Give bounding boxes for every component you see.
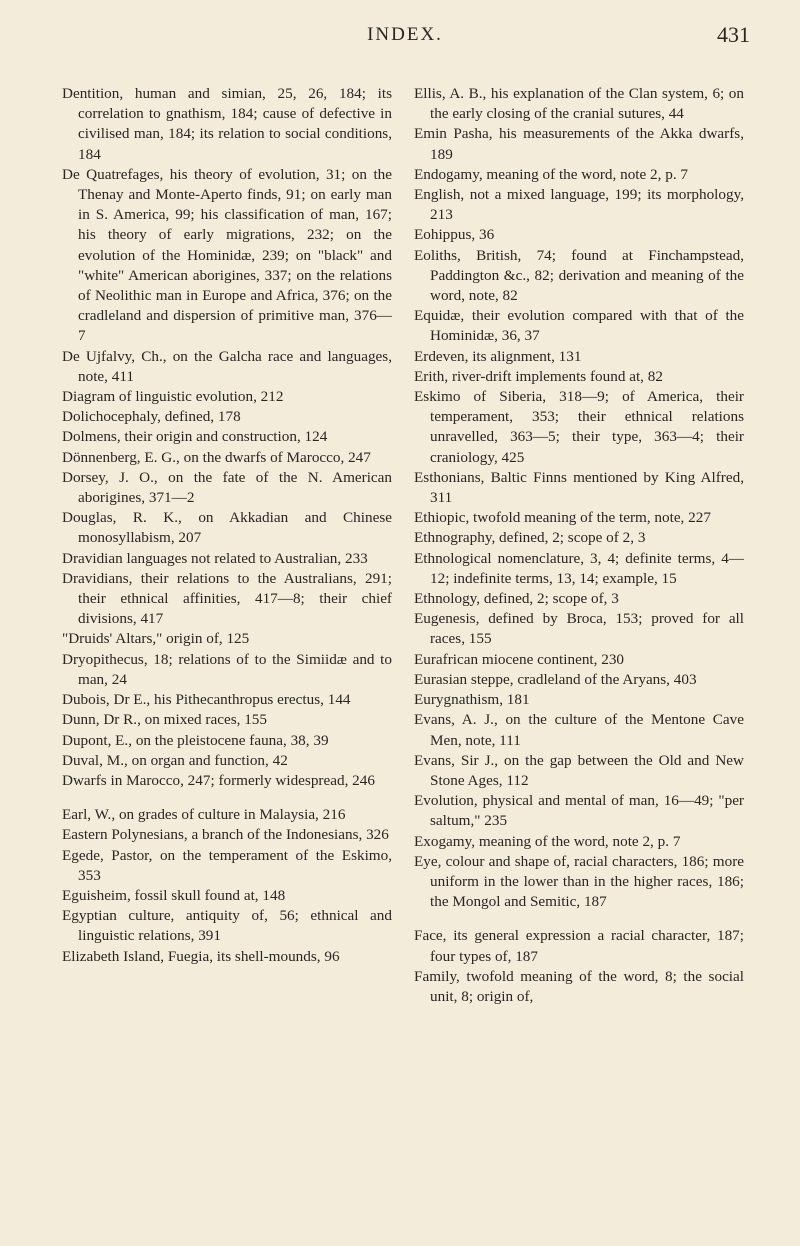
index-entry: Eye, colour and shape of, racial characters, 186; more uniform in the lower than in the higher races, 186; the Mongol and Semitic, 187: [414, 852, 744, 911]
index-entry: Dryopithecus, 18; relations of to the Simiidæ and to man, 24: [62, 650, 392, 688]
index-entry: Exogamy, meaning of the word, note 2, p. 7: [414, 832, 681, 850]
index-entry: Dönnenberg, E. G., on the dwarfs of Marocco, 247: [62, 448, 371, 466]
index-entry: Dolmens, their origin and construction, 124: [62, 428, 328, 446]
index-entry: Endogamy, meaning of the word, note 2, p. 7: [414, 165, 689, 183]
index-entry: Eoliths, British, 74; found at Finchampstead, Paddington &c., 82; derivation and meaning of the word, note, 82: [414, 246, 744, 305]
index-entry: Earl, W., on grades of culture in Malaysia, 216: [62, 806, 346, 824]
index-entry: Face, its general expression a racial character, 187; four types of, 187: [414, 927, 744, 965]
index-entry: Eurygnathism, 181: [414, 691, 530, 709]
index-entry: Eugenesis, defined by Broca, 153; proved for all races, 155: [414, 610, 744, 648]
index-entry: Dravidian languages not related to Australian, 233: [62, 549, 368, 567]
index-entry: De Quatrefages, his theory of evolution, 31; on the Thenay and Monte-Aperto finds, 91; on early man in S. America, 99; his classification of man, 167; his theory of early migrations, 232; on the evolution of the Hominidæ, 239; on "black" and "white" American aborigines, 337; on the relations of Neolithic man in Europe and Africa, 376; on the cradleland and dispersion of primitive man, 376—7: [62, 165, 392, 345]
index-entry: Dunn, Dr R., on mixed races, 155: [62, 711, 267, 729]
index-entry: Family, twofold meaning of the word, 8; the social unit, 8; origin of,: [414, 967, 744, 1005]
index-column-left: [62, 84, 392, 967]
index-entry: Dorsey, J. O., on the fate of the N. American aborigines, 371—2: [62, 468, 392, 507]
index-entry: Equidæ, their evolution compared with that of the Hominidæ, 36, 37: [414, 307, 744, 345]
index-entry: Ethnological nomenclature, 3, 4; definite terms, 4—12; indefinite terms, 13, 14; example, 15: [414, 549, 744, 587]
index-entry: Eguisheim, fossil skull found at, 148: [62, 886, 286, 904]
index-entry: Evans, Sir J., on the gap between the Old and New Stone Ages, 112: [414, 751, 744, 789]
index-entry: Dubois, Dr E., his Pithecanthropus erectus, 144: [62, 691, 351, 709]
running-head: [60, 24, 750, 54]
index-entry: Evolution, physical and mental of man, 16—49; "per saltum," 235: [414, 792, 744, 830]
index-entry: Ethnography, defined, 2; scope of 2, 3: [414, 529, 646, 547]
index-entry: Dupont, E., on the pleistocene fauna, 38, 39: [62, 731, 329, 749]
index-entry: Dolichocephaly, defined, 178: [62, 408, 241, 426]
index-column-right: [414, 84, 744, 1007]
index-entry: Evans, A. J., on the culture of the Mentone Cave Men, note, 111: [414, 711, 744, 749]
index-entry: Duval, M., on organ and function, 42: [62, 751, 288, 769]
index-entry: English, not a mixed language, 199; its morphology, 213: [414, 186, 744, 224]
index-entry: Eurafrican miocene continent, 230: [414, 650, 625, 668]
index-entry: Dwarfs in Marocco, 247; formerly widespread, 246: [62, 771, 375, 789]
page-number: 431: [717, 22, 750, 47]
index-entry: Esthonians, Baltic Finns mentioned by King Alfred, 311: [414, 468, 744, 507]
index-entry: Egyptian culture, antiquity of, 56; ethnical and linguistic relations, 391: [62, 907, 392, 945]
index-entry: De Ujfalvy, Ch., on the Galcha race and languages, note, 411: [62, 347, 392, 385]
index-entry: Eohippus, 36: [414, 226, 495, 244]
index-entry: Ethnology, defined, 2; scope of, 3: [414, 590, 619, 608]
index-entry: Elizabeth Island, Fuegia, its shell-mounds, 96: [62, 947, 340, 965]
index-entry: Dentition, human and simian, 25, 26, 184; its correlation to gnathism, 184; cause of defective in civilised man, 184; its relation to social conditions, 184: [62, 85, 392, 163]
index-entry: "Druids' Altars," origin of, 125: [62, 630, 250, 648]
index-entry: Erdeven, its alignment, 131: [414, 347, 582, 365]
index-entry: Erith, river-drift implements found at, 82: [414, 367, 663, 385]
index-entry: Egede, Pastor, on the temperament of the Eskimo, 353: [62, 846, 392, 884]
index-entry: Dravidians, their relations to the Australians, 291; their ethnical affinities, 417—8; their chief divisions, 417: [62, 569, 392, 628]
index-entry: Eurasian steppe, cradleland of the Aryans, 403: [414, 670, 697, 688]
index-entry: Ethiopic, twofold meaning of the term, note, 227: [414, 509, 711, 527]
index-entry: Eastern Polynesians, a branch of the Indonesians, 326: [62, 826, 389, 844]
page-title: INDEX.: [367, 24, 443, 45]
index-entry: Emin Pasha, his measurements of the Akka dwarfs, 189: [414, 125, 744, 163]
index-entry: Ellis, A. B., his explanation of the Clan system, 6; on the early closing of the cranial sutures, 44: [414, 85, 744, 123]
index-entry: Douglas, R. K., on Akkadian and Chinese monosyllabism, 207: [62, 509, 392, 547]
index-entry: Diagram of linguistic evolution, 212: [62, 388, 284, 406]
index-entry: Eskimo of Siberia, 318—9; of America, their temperament, 353; their ethnical relations unravelled, 363—5; their type, 363—4; their craniology, 425: [414, 388, 744, 466]
